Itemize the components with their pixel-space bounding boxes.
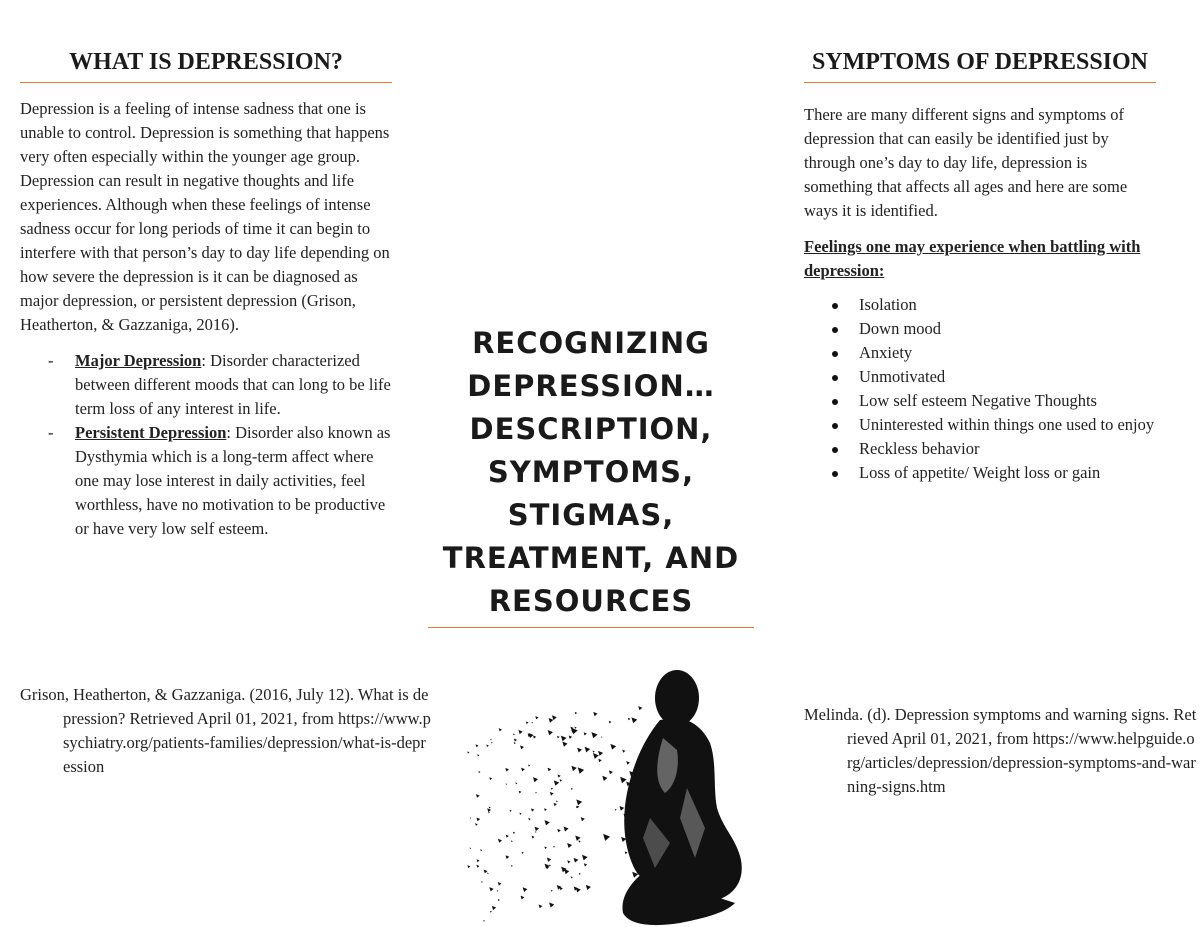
list-item — [804, 413, 1156, 437]
symptoms-intro-paragraph: There are many different signs and symptoms of depression that can easily be identified just by through one’s day to day life, depression is something that affects all ages and here are some ways it is identified. — [804, 105, 1128, 220]
list-item — [804, 461, 1156, 485]
shard-fragment — [533, 777, 538, 782]
shard-fragment — [567, 843, 572, 848]
symptom-text: Anxiety — [859, 343, 913, 362]
shard-fragment — [511, 865, 513, 867]
shard-fragment — [489, 807, 491, 809]
shard-fragment — [523, 887, 528, 892]
shard-fragment — [598, 751, 603, 756]
shard-fragment — [475, 823, 478, 826]
shard-fragment — [585, 747, 591, 753]
shard-fragment — [539, 904, 543, 908]
shard-fragment — [591, 732, 597, 738]
shard-fragment — [586, 885, 591, 890]
term-major-depression: Major Depression — [75, 351, 202, 370]
term-colon: : — [201, 351, 206, 370]
shard-fragment — [593, 751, 595, 753]
shard-fragment — [487, 873, 489, 875]
reference-right: Melinda. (d). Depression symptoms and warning signs. Retrieved April 01, 2021, from https://www.helpguide.org/articles/depression/depression-symptoms-and-warning-signs.htm — [804, 705, 1197, 796]
shard-fragment — [489, 777, 492, 780]
shard-fragment — [483, 920, 485, 922]
shard-fragment — [522, 852, 524, 854]
shard-fragment — [562, 742, 567, 747]
shard-fragment — [584, 863, 587, 866]
shard-fragment — [598, 759, 602, 763]
shard-fragment — [554, 780, 559, 785]
shard-fragment — [544, 808, 547, 811]
shard-fragment — [574, 727, 576, 729]
shard-fragment — [638, 706, 642, 710]
shard-fragment — [552, 715, 557, 720]
shard-fragment — [481, 881, 483, 883]
definition-paragraph: Depression is a feeling of intense sadness that one is unable to control. Depression is something that happens very often especially within the younger age group. Depression can result in negative thoughts and life experiences. Although when these feelings of intense sadness occur for long periods of time it can begin to interfere with that person’s day to day life depending on how severe the depression is it can be diagnosed as major depression, or persistent depression (Grison, Heatherton, & Gazzaniga, 2016). — [20, 99, 390, 334]
symptom-text: Reckless behavior — [859, 439, 980, 458]
shard-fragment — [625, 851, 628, 854]
shard-fragment — [575, 712, 577, 714]
list-item — [804, 389, 1156, 413]
shard-fragment — [582, 855, 588, 861]
shard-fragment — [520, 896, 524, 900]
shard-fragment — [506, 855, 510, 859]
shard-fragment — [626, 761, 630, 765]
shard-fragment — [480, 849, 482, 851]
shard-fragment — [628, 718, 631, 721]
shard-fragment — [486, 744, 489, 747]
depression-types-list — [20, 349, 392, 541]
shard-fragment — [489, 887, 493, 891]
shard-fragment — [526, 721, 529, 724]
shard-fragment — [631, 717, 637, 723]
feelings-subheading: Feelings one may experience when battling with depression: — [804, 237, 1141, 280]
list-dash: - — [48, 423, 54, 442]
list-item — [20, 349, 392, 421]
shard-fragment — [513, 734, 515, 736]
term-persistent-depression: Persistent Depression — [75, 423, 227, 442]
shard-fragment — [467, 751, 469, 753]
shard-fragment — [470, 817, 472, 819]
right-panel — [804, 0, 1156, 485]
shard-fragment — [532, 722, 534, 724]
symptom-text: Unmotivated — [859, 367, 946, 386]
shard-fragment — [476, 865, 479, 868]
list-item — [804, 365, 1156, 389]
shard-fragment — [498, 899, 500, 901]
shard-fragment — [497, 890, 499, 892]
shard-fragment — [510, 810, 512, 812]
bullet-icon — [832, 327, 838, 333]
shard-fragment — [603, 834, 610, 841]
shard-fragment — [515, 782, 517, 784]
term-description: Disorder characterized between different moods that can long to be life term loss of any interest in life. — [75, 351, 391, 418]
shard-fragment — [584, 732, 587, 735]
shard-fragment — [556, 801, 558, 803]
symptom-text: Loss of appetite/ Weight loss or gain — [859, 463, 1101, 482]
shard-fragment — [578, 840, 580, 842]
symptom-text: Uninterested within things one used to enjoy — [859, 415, 1155, 434]
shard-fragment — [519, 791, 522, 794]
shard-fragment — [491, 742, 493, 744]
bullet-icon — [832, 351, 838, 357]
shard-fragment — [610, 744, 616, 750]
shard-fragment — [557, 829, 561, 833]
shard-fragment — [547, 768, 551, 772]
bullet-icon — [832, 447, 838, 453]
shard-fragment — [579, 873, 581, 875]
shard-fragment — [490, 911, 492, 913]
shard-fragment — [476, 817, 480, 821]
shard-fragment — [477, 859, 480, 862]
shard-fragment — [549, 864, 551, 866]
shard-fragment — [505, 768, 509, 772]
bullet-icon — [832, 375, 838, 381]
shard-fragment — [506, 783, 508, 785]
shard-fragment — [518, 730, 522, 734]
shard-fragment — [602, 776, 607, 781]
shard-fragment — [520, 745, 524, 749]
shard-fragment — [528, 764, 530, 766]
bullet-icon — [832, 471, 838, 477]
term-description: Disorder also known as Dysthymia which is a long-term affect where one may lose interest in daily activities, feel worthless, have no motivation to be productive or have very low self esteem. — [75, 423, 391, 538]
shard-fragment — [548, 730, 553, 735]
symptoms-heading: SYMPTOMS OF DEPRESSION — [804, 46, 1156, 83]
shard-fragment — [549, 718, 554, 723]
shard-fragment — [571, 876, 573, 878]
shard-fragment — [561, 736, 567, 742]
symptom-text: Down mood — [859, 319, 942, 338]
shard-fragment — [490, 739, 492, 741]
shard-fragment — [609, 770, 613, 774]
shard-fragment — [564, 869, 569, 874]
shard-fragment — [506, 835, 509, 838]
shard-fragment — [521, 768, 525, 772]
shard-fragment — [619, 806, 624, 811]
list-item — [20, 421, 392, 541]
shard-fragment — [551, 890, 553, 892]
shard-fragment — [553, 846, 555, 848]
brochure-title: RECOGNIZING DEPRESSION… DESCRIPTION, SYMPTOMS, STIGMAS, TREATMENT, AND RESOURCES — [428, 322, 754, 628]
list-item — [804, 317, 1156, 341]
shard-fragment — [577, 748, 582, 753]
shard-fragment — [574, 858, 579, 863]
shard-fragment — [533, 735, 536, 738]
term-colon: : — [226, 423, 231, 442]
shard-fragment — [622, 750, 625, 753]
what-is-depression-heading: WHAT IS DEPRESSION? — [20, 46, 392, 83]
shard-fragment — [498, 882, 502, 886]
shard-fragment — [467, 865, 470, 868]
shard-fragment — [535, 792, 537, 794]
shard-fragment — [544, 820, 549, 825]
shard-fragment — [567, 860, 570, 863]
bullet-icon — [832, 423, 838, 429]
shard-fragment — [571, 766, 576, 771]
shard-fragment — [476, 744, 479, 747]
shard-fragment — [576, 887, 581, 892]
shard-fragment — [514, 742, 516, 744]
shard-fragment — [593, 753, 599, 759]
shard-fragment — [513, 832, 515, 834]
reference-left: Grison, Heatherton, & Gazzaniga. (2016, July 12). What is depression? Retrieved April 01, 2021, from https://www.psychiatry.org/patients-families/depression/what-is-depression — [20, 685, 431, 776]
list-item — [804, 293, 1156, 317]
left-panel — [20, 0, 392, 541]
shard-fragment — [569, 735, 572, 738]
shard-fragment — [554, 803, 557, 806]
symptom-text: Isolation — [859, 295, 917, 314]
shard-fragment — [601, 736, 603, 738]
shard-fragment — [532, 836, 535, 839]
shard-fragment — [534, 827, 539, 832]
shard-fragment — [514, 738, 517, 741]
shard-fragment — [550, 792, 554, 796]
bullet-icon — [832, 303, 838, 309]
shard-fragment — [557, 736, 560, 739]
shard-fragment — [476, 794, 480, 798]
list-dash: - — [48, 351, 54, 370]
bullet-icon — [832, 399, 838, 405]
shard-fragment — [531, 808, 534, 811]
shard-fragment — [620, 777, 627, 784]
shard-fragment — [478, 771, 480, 773]
dispersing-figure-illustration — [455, 668, 745, 927]
shard-fragment — [549, 902, 554, 907]
shard-fragment — [528, 818, 530, 820]
shard-fragment — [535, 831, 537, 833]
shard-fragment — [609, 721, 612, 724]
shard-fragment — [547, 858, 551, 862]
shard-fragment — [519, 813, 521, 815]
shard-fragment — [571, 788, 573, 790]
shard-fragment — [551, 788, 553, 790]
shard-fragment — [544, 846, 547, 849]
shard-fragment — [499, 728, 502, 731]
shard-fragment — [560, 779, 563, 782]
shard-fragment — [488, 812, 490, 814]
shard-fragment — [484, 870, 488, 874]
list-item — [804, 341, 1156, 365]
shard-fragment — [477, 754, 479, 756]
symptom-text: Low self esteem Negative Thoughts — [859, 391, 1097, 410]
shard-fragment — [581, 817, 585, 821]
shard-fragment — [487, 808, 491, 812]
shard-fragment — [558, 774, 561, 777]
shard-fragment — [576, 799, 582, 805]
shard-fragment — [535, 716, 538, 719]
shard-fragment — [575, 836, 580, 841]
shard-fragment — [564, 826, 569, 831]
shard-fragment — [615, 809, 617, 811]
symptoms-list — [804, 293, 1156, 485]
shard-fragment — [470, 847, 472, 849]
shard-fragment — [498, 839, 502, 843]
shard-fragment — [578, 767, 584, 773]
shard-fragment — [492, 906, 496, 910]
list-item — [804, 437, 1156, 461]
shard-fragment — [593, 712, 597, 716]
shard-fragment — [511, 840, 513, 842]
